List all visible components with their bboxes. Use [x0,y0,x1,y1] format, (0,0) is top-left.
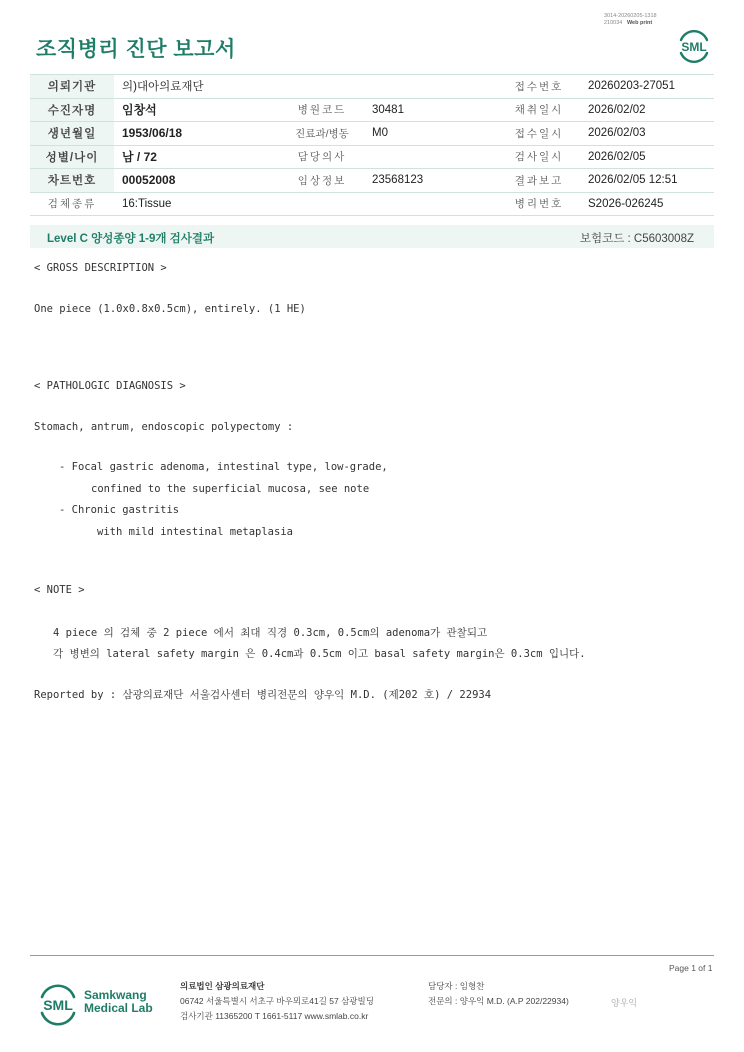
samkwang-logo [36,982,80,1026]
footer-staff-info [428,979,569,1009]
label-clinical-info: 임상정보 [280,169,364,193]
info-row-3 [30,122,714,146]
doctor-signature: 양우익 [611,999,638,1009]
result-section-bar [30,225,714,248]
diagnosis-item-1-detail: confined to the superficial mucosa, see note [91,483,370,495]
label-department: 진료과/병동 [280,122,364,146]
value-department: M0 [364,122,498,146]
sml-logo-text: SML [681,40,707,54]
org-contact: 검사기관 11365200 T 1661-5117 www.smlab.co.kr [180,1011,369,1021]
value-referring-org: 의)대아의료재단 [114,75,498,99]
info-row-5 [30,169,714,193]
value-receipt-date: 2026/02/03 [580,122,714,146]
info-row-4 [30,145,714,169]
label-collection-date: 채취일시 [498,98,580,122]
gross-description-heading: < GROSS DESCRIPTION > [34,262,167,274]
label-receipt-date: 접수일시 [498,122,580,146]
staff-label: 담당자 : [428,981,458,991]
footer-divider [30,955,714,956]
value-accession-no: 20260203-27051 [580,75,714,99]
info-row-6 [30,192,714,216]
sml-logo [676,28,712,64]
label-referring-org: 의뢰기관 [30,75,114,99]
test-level-title: Level C 양성종양 1-9개 검사결과 [47,233,215,245]
value-patient-name: 임창석 [114,98,280,122]
label-physician: 담당의사 [280,145,364,169]
footer-org-info [180,979,374,1024]
brand-line-2: Medical Lab [84,1001,153,1015]
label-birth-date: 생년월일 [30,122,114,146]
info-row-1 [30,75,714,99]
page-number: Page 1 of 1 [669,963,713,973]
label-pathology-no: 병리번호 [498,192,580,216]
brand-name [84,989,153,1015]
org-address: 06742 서울특별시 서초구 바우뫼로41길 57 삼광빌딩 [180,996,374,1006]
value-chart-no: 00052008 [114,169,280,193]
label-chart-no: 차트번호 [30,169,114,193]
value-physician [364,145,498,169]
doctor-label: 전문의 : [428,996,458,1006]
note-line-1: 4 piece 의 검체 중 2 piece 에서 최대 직경 0.3cm, 0.5cm의 adenoma가 관찰되고 [53,627,488,639]
diagnosis-item-2-detail: with mild intestinal metaplasia [97,526,293,538]
value-collection-date: 2026/02/02 [580,98,714,122]
value-clinical-info: 23568123 [364,169,498,193]
label-report-date: 결과보고 [498,169,580,193]
print-code: 210034 [604,20,623,26]
info-row-2 [30,98,714,122]
page-title: 조직병리 진단 보고서 [36,38,236,61]
label-specimen-type: 검체종류 [30,192,114,216]
value-specimen-type: 16:Tissue [114,192,498,216]
label-test-date: 검사일시 [498,145,580,169]
org-name: 의료법인 삼광의료재단 [180,981,265,991]
diagnosis-site: Stomach, antrum, endoscopic polypectomy : [34,421,294,433]
value-pathology-no: S2026-026245 [580,192,714,216]
web-print-label: Web print [626,20,653,26]
value-test-date: 2026/02/05 [580,145,714,169]
doctor-name: 양우익 M.D. (A.P 202/22934) [459,996,569,1006]
samkwang-logo-text: SML [43,997,73,1013]
insurance-code: 보험코드 : C5603008Z [579,233,694,245]
print-metadata [604,13,657,27]
value-report-date: 2026/02/05 12:51 [580,169,714,193]
staff-name: 임형찬 [459,981,485,991]
print-id: 3014-20260205-1318 [604,13,657,19]
patient-info-table [30,74,714,216]
label-sex-age: 성별/나이 [30,145,114,169]
pathologic-diagnosis-heading: < PATHOLOGIC DIAGNOSIS > [34,380,186,392]
reported-by: Reported by : 삼광의료재단 서울검사센터 병리전문의 양우익 M.D. (제202 호) / 22934 [34,689,492,701]
gross-description-text: One piece (1.0x0.8x0.5cm), entirely. (1 HE) [34,303,306,315]
value-hospital-code: 30481 [364,98,498,122]
note-line-2: 각 병변의 lateral safety margin 은 0.4cm과 0.5cm 이고 basal safety margin은 0.3cm 입니다. [53,648,586,660]
label-hospital-code: 병원코드 [280,98,364,122]
diagnosis-item-1: - Focal gastric adenoma, intestinal type, low-grade, [59,461,388,473]
label-patient-name: 수진자명 [30,98,114,122]
brand-line-1: Samkwang [84,988,147,1002]
note-heading: < NOTE > [34,584,85,596]
value-birth-date: 1953/06/18 [114,122,280,146]
value-sex-age: 남 / 72 [114,145,280,169]
diagnosis-item-2: - Chronic gastritis [59,504,180,516]
label-accession-no: 접수번호 [498,75,580,99]
